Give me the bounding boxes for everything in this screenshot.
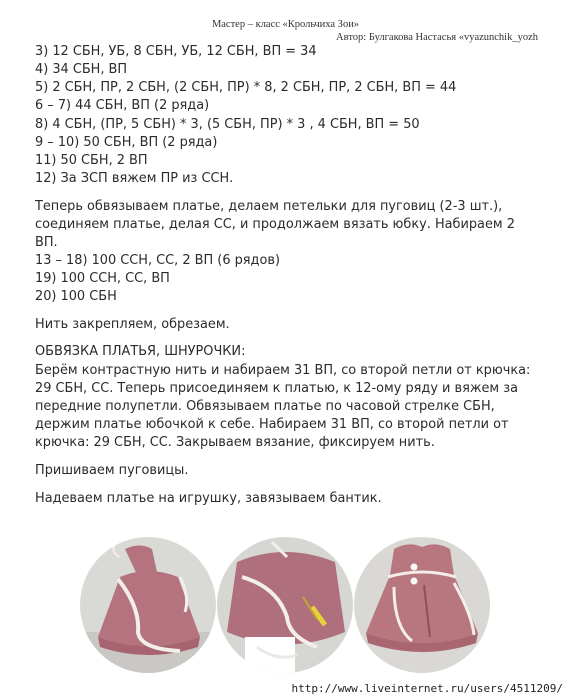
- paragraph-line: Пришиваем пуговицы.: [35, 463, 189, 478]
- paragraph-line: Нить закрепляем, обрезаем.: [35, 317, 230, 332]
- paragraph-line: ВП.: [35, 235, 58, 250]
- paragraph-line: передние полупетли. Обвязываем платье по часовой стрелке СБН,: [35, 399, 495, 414]
- paragraph-line: 29 СБН, СС. Теперь присоединяем к платью, к 12-ому ряду и вяжем за: [35, 381, 518, 396]
- paragraph-line: Берём контрастную нить и набираем 31 ВП, со второй петли от крючка:: [35, 363, 531, 378]
- row-5-line: 5) 2 СБН, ПР, 2 СБН, (2 СБН, ПР) * 8, 2 СБН, ПР, 2 СБН, ВП = 44: [35, 80, 457, 95]
- row-3-line: 3) 12 СБН, УБ, 8 СБН, УБ, 12 СБН, ВП = 34: [35, 44, 317, 59]
- section-heading: ОБВЯЗКА ПЛАТЬЯ, ШНУРОЧКИ:: [35, 344, 246, 359]
- watermark-url: http://www.liveinternet.ru/users/4511209/: [291, 682, 563, 695]
- dress-with-crochet-hook-photo: [217, 537, 353, 673]
- row-12-line: 12) За ЗСП вяжем ПР из ССН.: [35, 171, 234, 186]
- row-19-line: 19) 100 ССН, СС, ВП: [35, 271, 170, 286]
- dress-front-buttons-photo: [354, 537, 490, 673]
- row-8-line: 8) 4 СБН, (ПР, 5 СБН) * 3, (5 СБН, ПР) * 3 , 4 СБН, ВП = 50: [35, 117, 420, 132]
- paragraph-line: Теперь обвязываем платье, делаем петельки для пуговиц (2-3 шт.),: [35, 199, 503, 214]
- row-13-18-line: 13 – 18) 100 ССН, СС, 2 ВП (6 рядов): [35, 253, 280, 268]
- document-title: Мастер – класс «Крольчиха Зои»: [211, 19, 360, 30]
- row-6-7-line: 6 – 7) 44 СБН, ВП (2 ряда): [35, 98, 210, 113]
- paragraph-line: Надеваем платье на игрушку, завязываем бантик.: [35, 491, 382, 506]
- row-11-line: 11) 50 СБН, 2 ВП: [35, 153, 148, 168]
- row-9-10-line: 9 – 10) 50 СБН, ВП (2 ряда): [35, 135, 218, 150]
- row-20-line: 20) 100 СБН: [35, 289, 117, 304]
- paragraph-line: соединяем платье, делая СС, и продолжаем вязать юбку. Набираем 2: [35, 217, 515, 232]
- dress-back-photo: [80, 537, 216, 673]
- paragraph-line: крючка: 29 СБН, СС. Закрываем вязание, фиксируем нить.: [35, 435, 435, 450]
- document-author: Автор: Булгакова Настасья «vyazunchik_yozh: [336, 32, 538, 43]
- paragraph-line: держим платье юбочкой к себе. Набираем 31 ВП, со второй петли от: [35, 417, 509, 432]
- row-4-line: 4) 34 СБН, ВП: [35, 62, 128, 77]
